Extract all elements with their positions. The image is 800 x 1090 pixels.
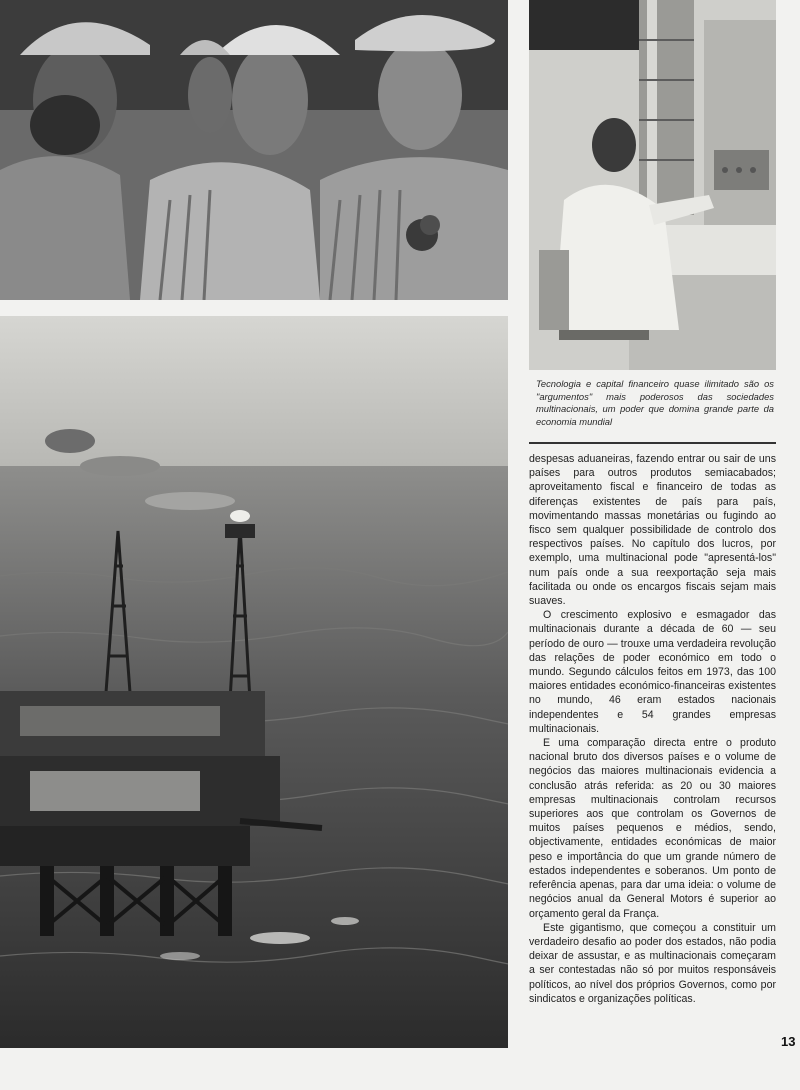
- photo-technician-at-instrument-icon: [529, 0, 776, 370]
- page-number: 13: [781, 1034, 796, 1049]
- photo-caption: Tecnologia e capital financeiro quase ilimitado são os "argumentos" mais poderosos das sociedades multinacionais, um poder que domina grande parte da economia mundial: [536, 378, 774, 427]
- column-rule: [529, 442, 776, 444]
- photo-workers-in-hardhats-icon: [0, 0, 508, 300]
- photo-workers: [0, 0, 508, 300]
- photo-offshore-oil-platform-icon: [0, 316, 508, 1048]
- photo-rig: [0, 316, 508, 1048]
- article-column: [529, 452, 776, 1006]
- photo-lab: [529, 0, 776, 370]
- article-paragraph: despesas aduaneiras, fazendo entrar ou sair de uns países para outros produtos semiacabados; aproveitamento fiscal e financeiro de todas as diferenças existentes de país para país, movimentando massas monetárias ou fugindo ao fisco sem qualquer possibilidade de controlo dos respectivos países. No capítulo dos lucros, por exemplo, uma multinacional pode "apresentá-los" num país onde a sua reexportação seja mais facilitada ou onde os encargos fiscais sejam mais suaves.: [529, 453, 776, 608]
- article-paragraph: Este gigantismo, que começou a constituir um verdadeiro desafio ao poder dos estados, não podia deixar de assustar, e as multinacionais começaram a ser contestadas não só por muitos responsáveis políticos, ao nível dos próprios Governos, como por sindicatos e organizações políticas.: [529, 921, 776, 1005]
- article-paragraph: O crescimento explosivo e esmagador das multinacionais durante a década de 60 — seu período de ouro — trouxe uma verdadeira revolução das relações de poder económico em todo o mundo. Segundo cálculos feitos em 1973, das 100 maiores entidades económico-financeiras existentes no mundo, 46 eram estados nacionais independentes e 54 grandes empresas multinacionais.: [529, 609, 776, 735]
- article-paragraph: E uma comparação directa entre o produto nacional bruto dos diversos países e o volume de negócios das maiores multinacionais evidencia a conclusão atrás referida: as 20 ou 30 maiores empresas multinacionais controlam recursos superiores aos que controlam os Governos de muitos países pequenos e médios, sendo, objectivamente, entidades económicas de maior peso e importância do que um grande número de estados independentes e soberanos. Um ponto de referência apenas, para dar uma ideia: o volume de negócios anual da General Motors é superior ao orçamento geral da França.: [529, 737, 776, 920]
